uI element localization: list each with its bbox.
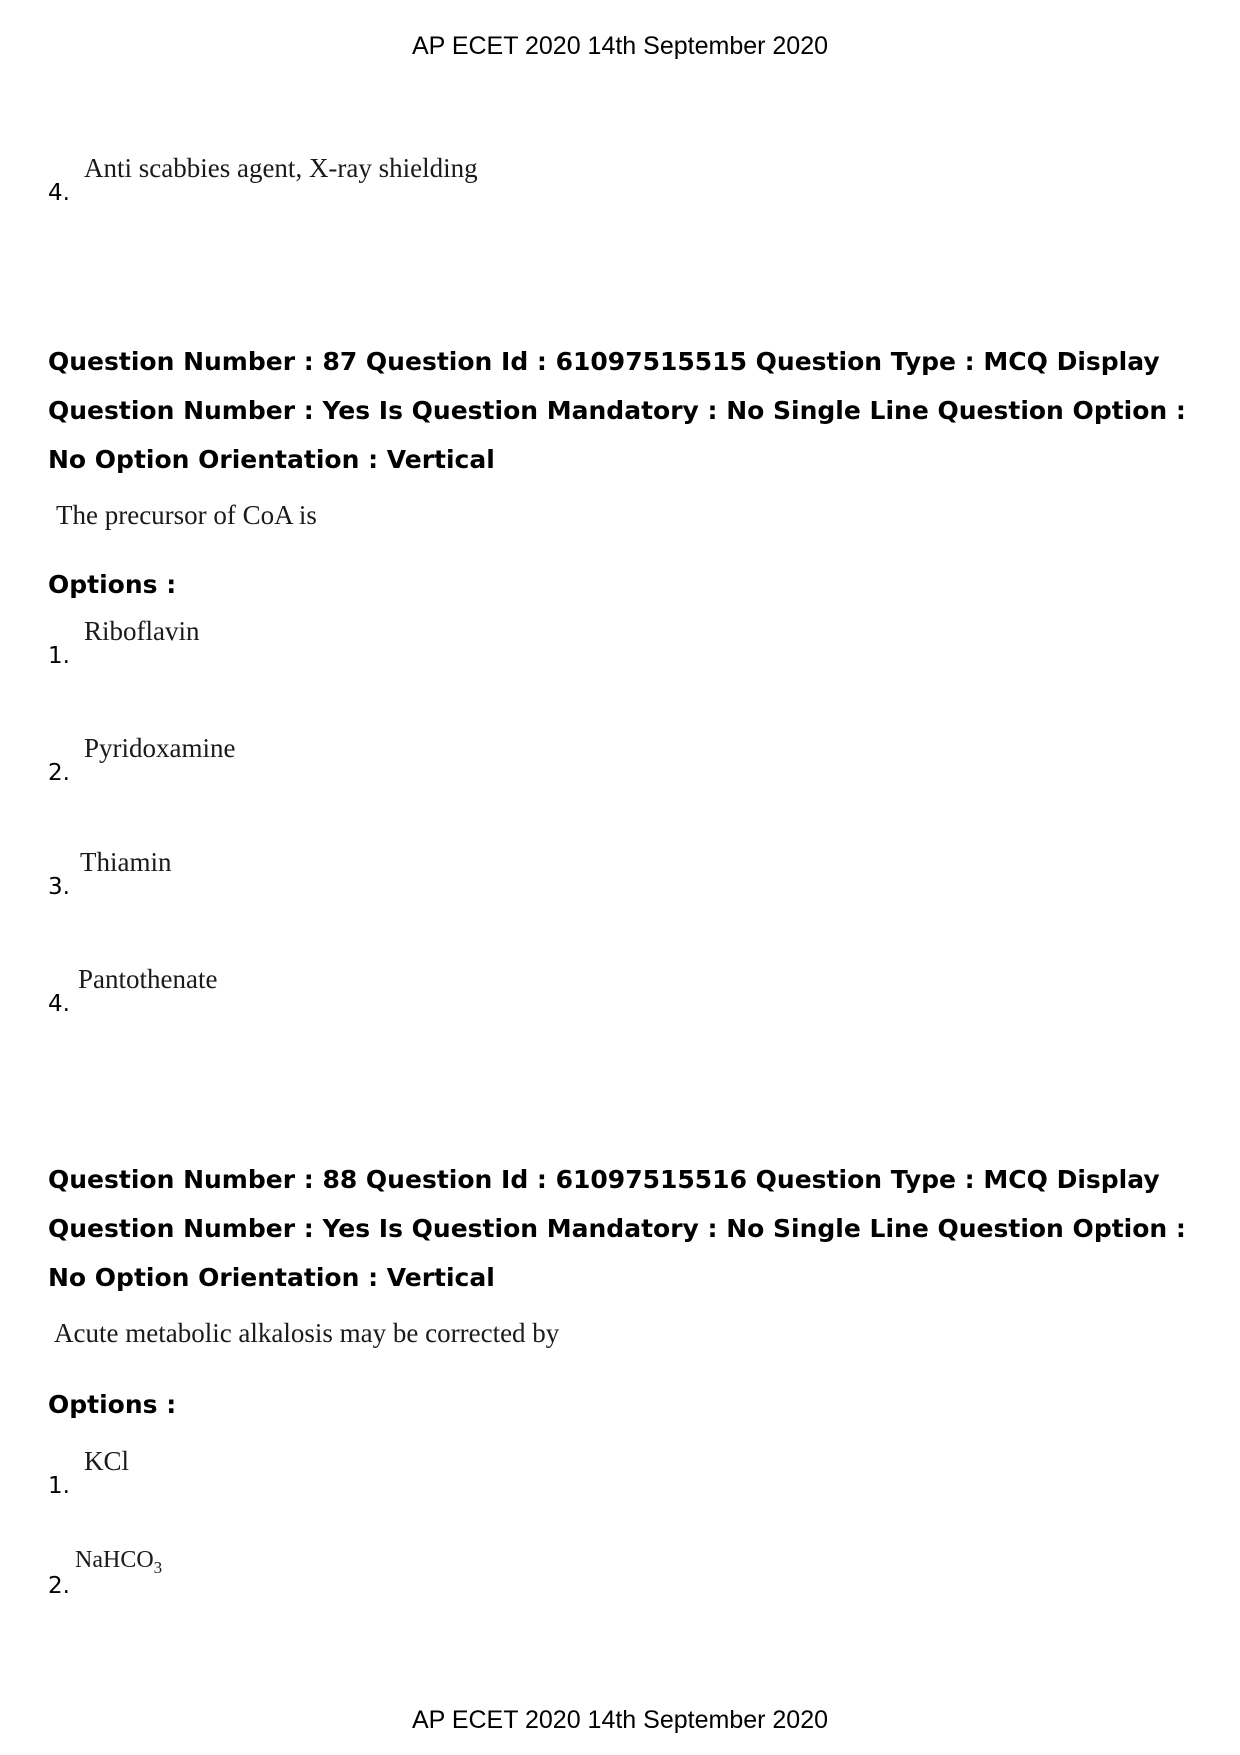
option-text xyxy=(75,1548,162,1576)
option-number: 4. xyxy=(48,991,70,1017)
question-88-options-label: Options : xyxy=(48,1390,177,1419)
question-87-text: The precursor of CoA is xyxy=(56,500,317,530)
option-text: Pantothenate xyxy=(78,964,218,994)
page-footer: AP ECET 2020 14th September 2020 xyxy=(411,1706,829,1734)
question-87-meta: Question Number : 87 Question Id : 61097515515 Question Type : MCQ Display Question Number : Yes Is Question Mandatory : No Single Line Question Option : No Option Orientation : Vertical xyxy=(48,347,1186,474)
option-text: Anti scabbies agent, X-ray shielding xyxy=(84,153,478,183)
option-number: 2. xyxy=(48,1573,70,1599)
option-number: 3. xyxy=(48,874,70,900)
option-number: 4. xyxy=(48,180,70,206)
option-text: Riboflavin xyxy=(84,616,200,646)
question-87-options-label: Options : xyxy=(48,570,177,599)
question-88-text: Acute metabolic alkalosis may be corrected by xyxy=(54,1318,560,1348)
option-number: 2. xyxy=(48,760,70,786)
option-text: Pyridoxamine xyxy=(84,733,236,763)
option-text: KCl xyxy=(84,1446,130,1476)
question-88-meta: Question Number : 88 Question Id : 61097515516 Question Type : MCQ Display Question Number : Yes Is Question Mandatory : No Single Line Question Option : No Option Orientation : Vertical xyxy=(48,1165,1186,1292)
option-text: Thiamin xyxy=(80,847,172,877)
formula-subscript: 3 xyxy=(153,1557,163,1577)
option-number: 1. xyxy=(48,643,70,669)
page-header: AP ECET 2020 14th September 2020 xyxy=(411,32,829,60)
formula-main: NaHCO xyxy=(75,1547,154,1573)
option-number: 1. xyxy=(48,1473,70,1499)
